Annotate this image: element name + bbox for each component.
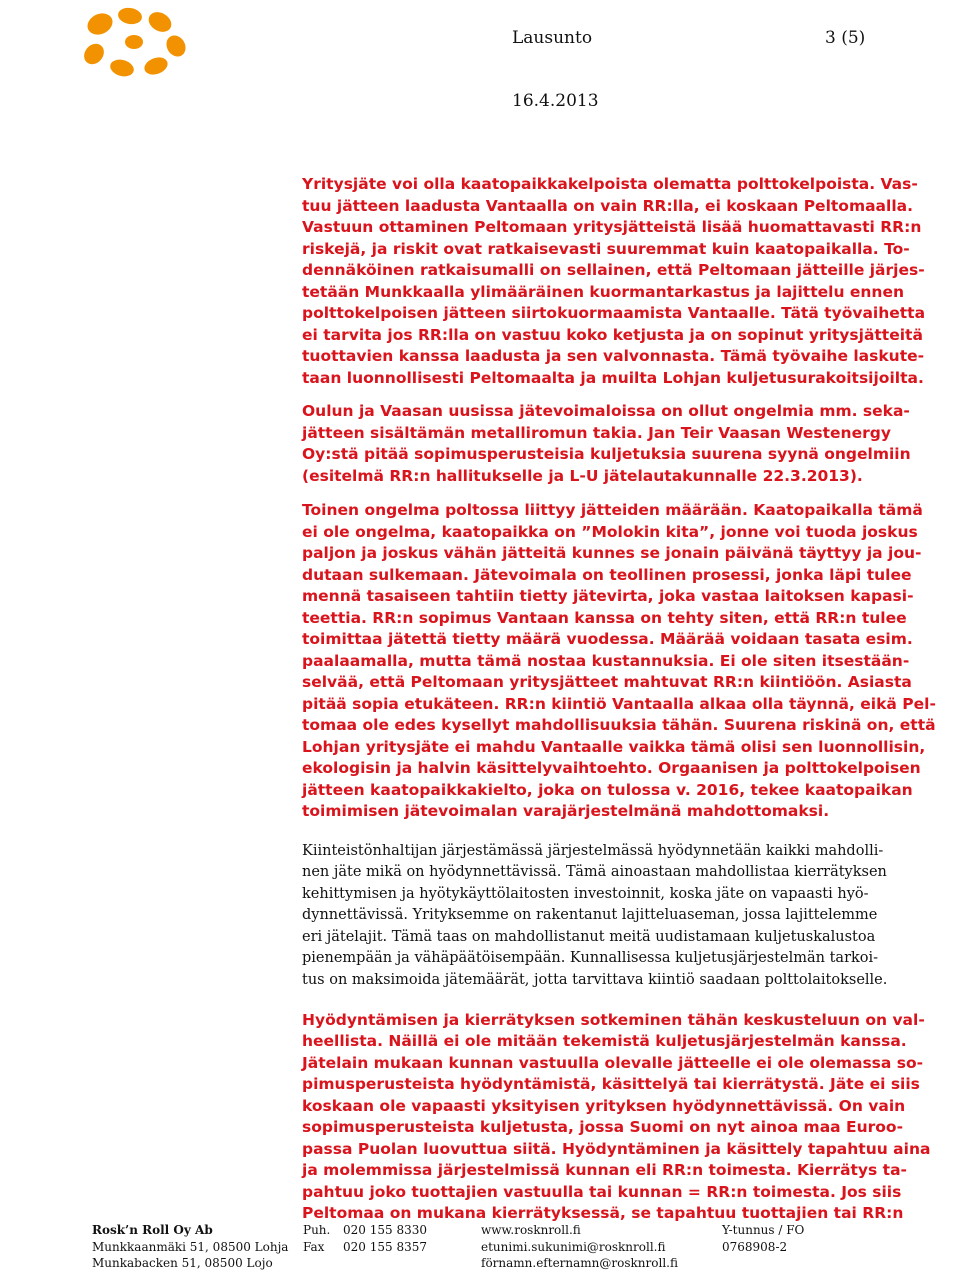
footer-business-id [722,1222,804,1255]
paragraph-4 [302,841,927,992]
business-id: 0768908-2 [722,1239,788,1254]
business-id-label: Y-tunnus / FO [722,1223,805,1237]
text-line: teettia. RR:n sopimus Vantaan kanssa on tehty siten, että RR:n tulee [302,608,907,627]
text-line: nen jäte mikä on hyödynnettävissä. Tämä ainoastaan mahdollistaa kierrätyksen [302,864,887,881]
text-line: Oy:stä pitää sopimusperusteisia kuljetuksia suurena syynä ongelmiin [302,445,911,463]
footer-web [481,1222,678,1272]
address-fi: Munkkaanmäki 51, 08500 Lohja [92,1239,289,1254]
text-line: Oulun ja Vaasan uusissa jätevoimaloissa on ollut ongelmia mm. seka- [302,402,910,420]
text-line: riskejä, ja riskit ovat ratkaisevasti suuremmat kuin kaatopaikalla. To- [302,239,910,258]
text-line: jätteen kaatopaikkakielto, joka on tulossa v. 2016, tekee kaatopaikan [302,780,913,799]
text-line: sopimusperusteista kuljetusta, jossa Suomi on nyt ainoa maa Euroo- [302,1118,904,1137]
text-line: taan luonnollisesti Peltomaalta ja muilta Lohjan kuljetusurakoitsijoilta. [302,368,924,387]
text-line: pienempään ja vähäpäätöisempään. Kunnallisessa kuljetusjärjestelmän tarkoi- [302,950,879,967]
paragraph-5 [302,1010,931,1225]
text-line: toimittaa jätettä tietty määrä vuodessa. Määrää voidaan tasata esim. [302,630,913,648]
text-line: pitää sopia etukäteen. RR:n kiintiö Vantaalla alkaa olla täynnä, eikä Pel- [302,694,936,713]
document-date: 16.4.2013 [512,91,599,111]
document-body [302,174,936,1225]
company-name: Rosk’n Roll Oy Ab [92,1223,213,1237]
text-line: eri jätelajit. Tämä taas on mahdollistanut meitä uudistamaan kuljetuskalustoa [302,928,876,945]
text-line: pahtuu joko tuottajien vastuulla tai kunnan = RR:n toimesta. Jos siis [302,1182,902,1201]
document-type: Lausunto [512,28,593,48]
text-line: paljon ja joskus vähän jätteitä kunnes se jonain päivänä täyttyy ja jou- [302,544,922,562]
text-line: Peltomaa on mukana kierrätyksessä, se tapahtuu tuottajien tai RR:n [302,1204,904,1223]
page-footer [0,1222,960,1271]
text-line: selvää, että Peltomaan yritysjätteet mahtuvat RR:n kiintiöön. Asiasta [302,673,912,691]
text-line: dynnettävissä. Yrityksemme on rakentanut lajitteluaseman, jossa lajittelemme [302,907,878,924]
text-line: Jätelain mukaan kunnan vastuulla olevalle jätteelle ei ole olemassa so- [302,1053,924,1072]
footer-contact-numbers [343,1222,427,1255]
text-line: Toinen ongelma poltossa liittyy jätteiden määrään. Kaatopaikalla tämä [302,501,923,519]
phone-label: Puh. [303,1223,331,1237]
fax-number: 020 155 8357 [343,1239,427,1254]
paragraph-3 [302,500,936,823]
text-line: polttokelpoisen jätteen siirtokuormaamista Vantaalle. Tätä työvaihetta [302,304,926,322]
text-line: tus on maksimoida jätemäärät, jotta tarvittava kiintiö saadaan polttolaitokselle. [302,972,888,989]
text-line: (esitelmä RR:n hallitukselle ja L-U jätelautakunnalle 22.3.2013). [302,466,863,485]
footer-contact-labels [303,1222,330,1255]
text-line: ei tarvita jos RR:lla on vastuu koko ketjusta ja on sopinut yritysjätteitä [302,325,923,344]
text-line: mennä tasaiseen tahtiin tietty jätevirta, joka vastaa laitoksen kapasi- [302,587,914,605]
company-logo [78,6,198,78]
email-fi[interactable]: etunimi.sukunimi@rosknroll.fi [481,1239,666,1254]
text-line: dennäköinen ratkaisumalli on sellainen, että Peltomaan jätteille järjes- [302,261,925,279]
text-line: tuottavien kanssa laadusta ja sen valvonnasta. Tämä työvaihe laskute- [302,347,925,365]
text-line: Lohjan yritysjäte ei mahdu Vantaalle vaikka tämä olisi sen luonnollisin, [302,737,926,756]
text-line: tuu jätteen laadusta Vantaalla on vain RR:lla, ei koskaan Peltomaalla. [302,196,913,215]
text-line: Kiinteistönhaltijan järjestämässä järjestelmässä hyödynnetään kaikki mahdolli- [302,842,884,859]
footer-company [92,1222,288,1272]
fax-label: Fax [303,1239,325,1254]
email-sv[interactable]: förnamn.efternamn@rosknroll.fi [481,1256,678,1270]
text-line: Hyödyntämisen ja kierrätyksen sotkeminen tähän keskusteluun on val- [302,1010,925,1029]
text-line: pimusperusteista hyödyntämistä, käsittelyä tai kierrätystä. Jäte ei siis [302,1075,920,1094]
text-line: Yritysjäte voi olla kaatopaikkakelpoista olematta polttokelpoista. Vas- [302,175,918,193]
text-line: heellista. Näillä ei ole mitään tekemistä kuljetusjärjestelmän kanssa. [302,1032,907,1051]
text-line: ekologisin ja halvin käsittelyvaihtoehto. Orgaanisen ja polttokelpoisen [302,759,921,777]
text-line: ja molemmissa järjestelmissä kunnan eli RR:n toimesta. Kierrätys ta- [302,1161,907,1180]
page-number: 3 (5) [825,28,866,48]
text-line: paalaamalla, mutta tämä nostaa kustannuksia. Ei ole siten itsestään- [302,651,910,670]
text-line: toimimisen jätevoimalan varajärjestelmänä mahdottomaksi. [302,802,830,820]
text-line: tetään Munkkaalla ylimääräinen kuormantarkastus ja lajittelu ennen [302,282,905,301]
address-sv: Munkabacken 51, 08500 Lojo [92,1256,273,1270]
text-line: ei ole ongelma, kaatopaikka on ”Molokin kita”, jonne voi tuoda joskus [302,522,918,541]
phone-number: 020 155 8330 [343,1223,427,1237]
text-line: kehittymisen ja hyötykäyttölaitosten investoinnit, koska jäte on vapaasti hyö- [302,885,869,902]
text-line: passa Puolan luovuttua siitä. Hyödyntäminen ja käsittely tapahtuu aina [302,1139,931,1158]
text-line: tomaa ole edes kysellyt mahdollisuuksia tähän. Suurena riskinä on, että [302,716,936,734]
text-line: dutaan sulkemaan. Jätevoimala on teollinen prosessi, jonka läpi tulee [302,565,912,584]
text-line: koskaan ole vapaasti yksityisen yrityksen hyödynnettävissä. On vain [302,1096,906,1115]
text-line: jätteen sisältämän metalliromun takia. Jan Teir Vaasan Westenergy [302,423,891,442]
website-link[interactable]: www.rosknroll.fi [481,1223,581,1237]
paragraph-2 [302,401,927,487]
paragraph-1 [302,174,927,389]
text-line: Vastuun ottaminen Peltomaan yritysjätteistä lisää huomattavasti RR:n [302,218,922,236]
